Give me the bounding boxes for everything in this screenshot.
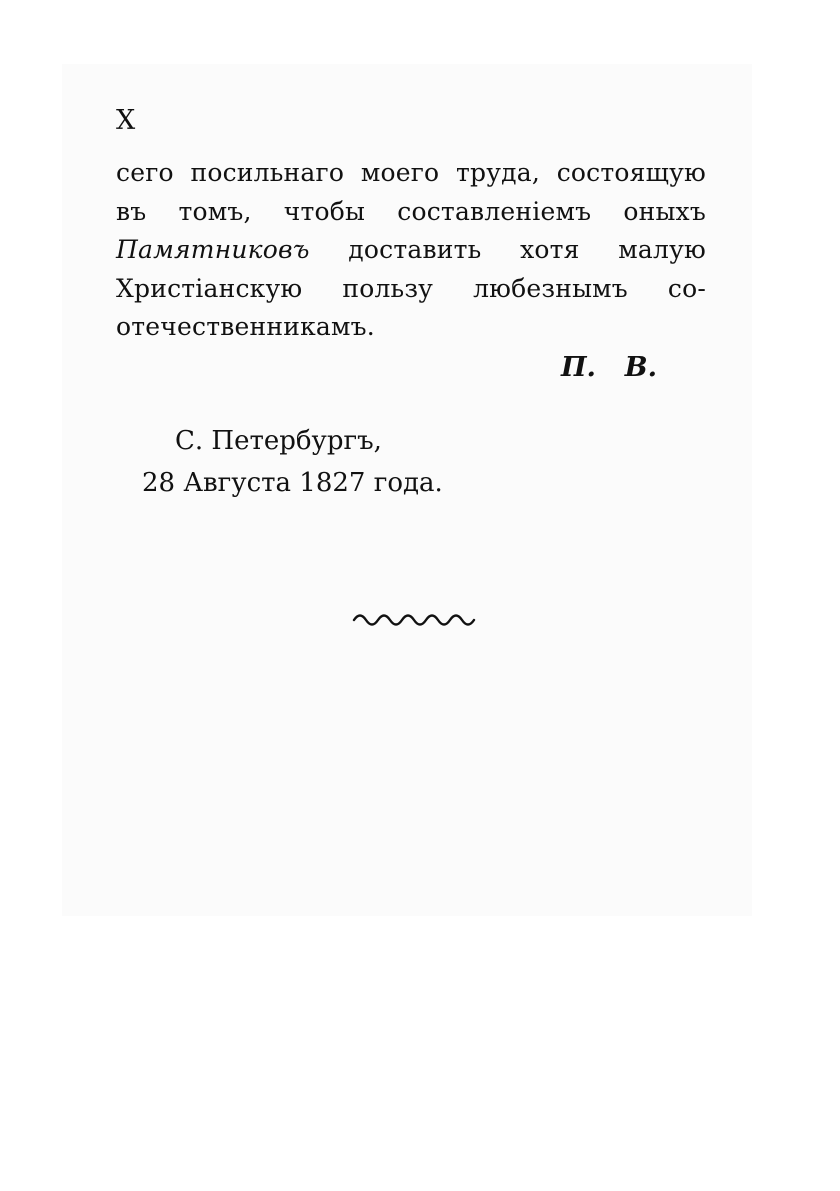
paragraph-word: моего xyxy=(360,158,440,187)
paragraph-word: отечественникамъ. xyxy=(116,312,375,341)
paragraph-line-4 xyxy=(116,274,706,313)
paragraph-word: чтобы xyxy=(283,196,366,226)
author-initials xyxy=(561,351,657,385)
paragraph-word: состоящую xyxy=(556,158,706,187)
paragraph-line-2 xyxy=(116,197,706,236)
second-author-initial: В. xyxy=(624,352,657,383)
paragraph-word: въ xyxy=(116,196,147,226)
paragraph-word: томъ, xyxy=(178,196,252,226)
page-number: X xyxy=(116,105,136,136)
paragraph-line-1 xyxy=(116,158,706,197)
paragraph-word: со- xyxy=(667,273,706,303)
paragraph-word: любезнымъ xyxy=(473,273,628,303)
paragraph-word: малую xyxy=(618,235,706,264)
paragraph-word: Христіанскую xyxy=(116,273,303,303)
paragraph-word: посильнаго xyxy=(190,158,345,187)
paragraph-word: пользу xyxy=(342,273,434,303)
paragraph-line-5 xyxy=(116,312,706,351)
paragraph-word: труда, xyxy=(456,158,540,187)
closing-paragraph xyxy=(116,158,706,351)
wavy-rule-line xyxy=(354,616,474,625)
paragraph-word: сего xyxy=(116,158,174,187)
publication-date: 28 Августа 1827 года. xyxy=(142,468,443,498)
place-and-date xyxy=(142,420,443,504)
paragraph-word: хотя xyxy=(520,235,580,264)
first-author-initial: П. xyxy=(561,352,596,383)
paragraph-word: доставить xyxy=(348,235,482,264)
paragraph-word: оныхъ xyxy=(623,196,706,226)
italic-book-title-word: Памятниковъ xyxy=(116,235,310,264)
wavy-rule-ornament xyxy=(352,609,476,627)
publication-place: С. Петербургъ, xyxy=(175,426,382,456)
paragraph-word: составленіемъ xyxy=(397,196,592,226)
paragraph-line-3 xyxy=(116,235,706,274)
